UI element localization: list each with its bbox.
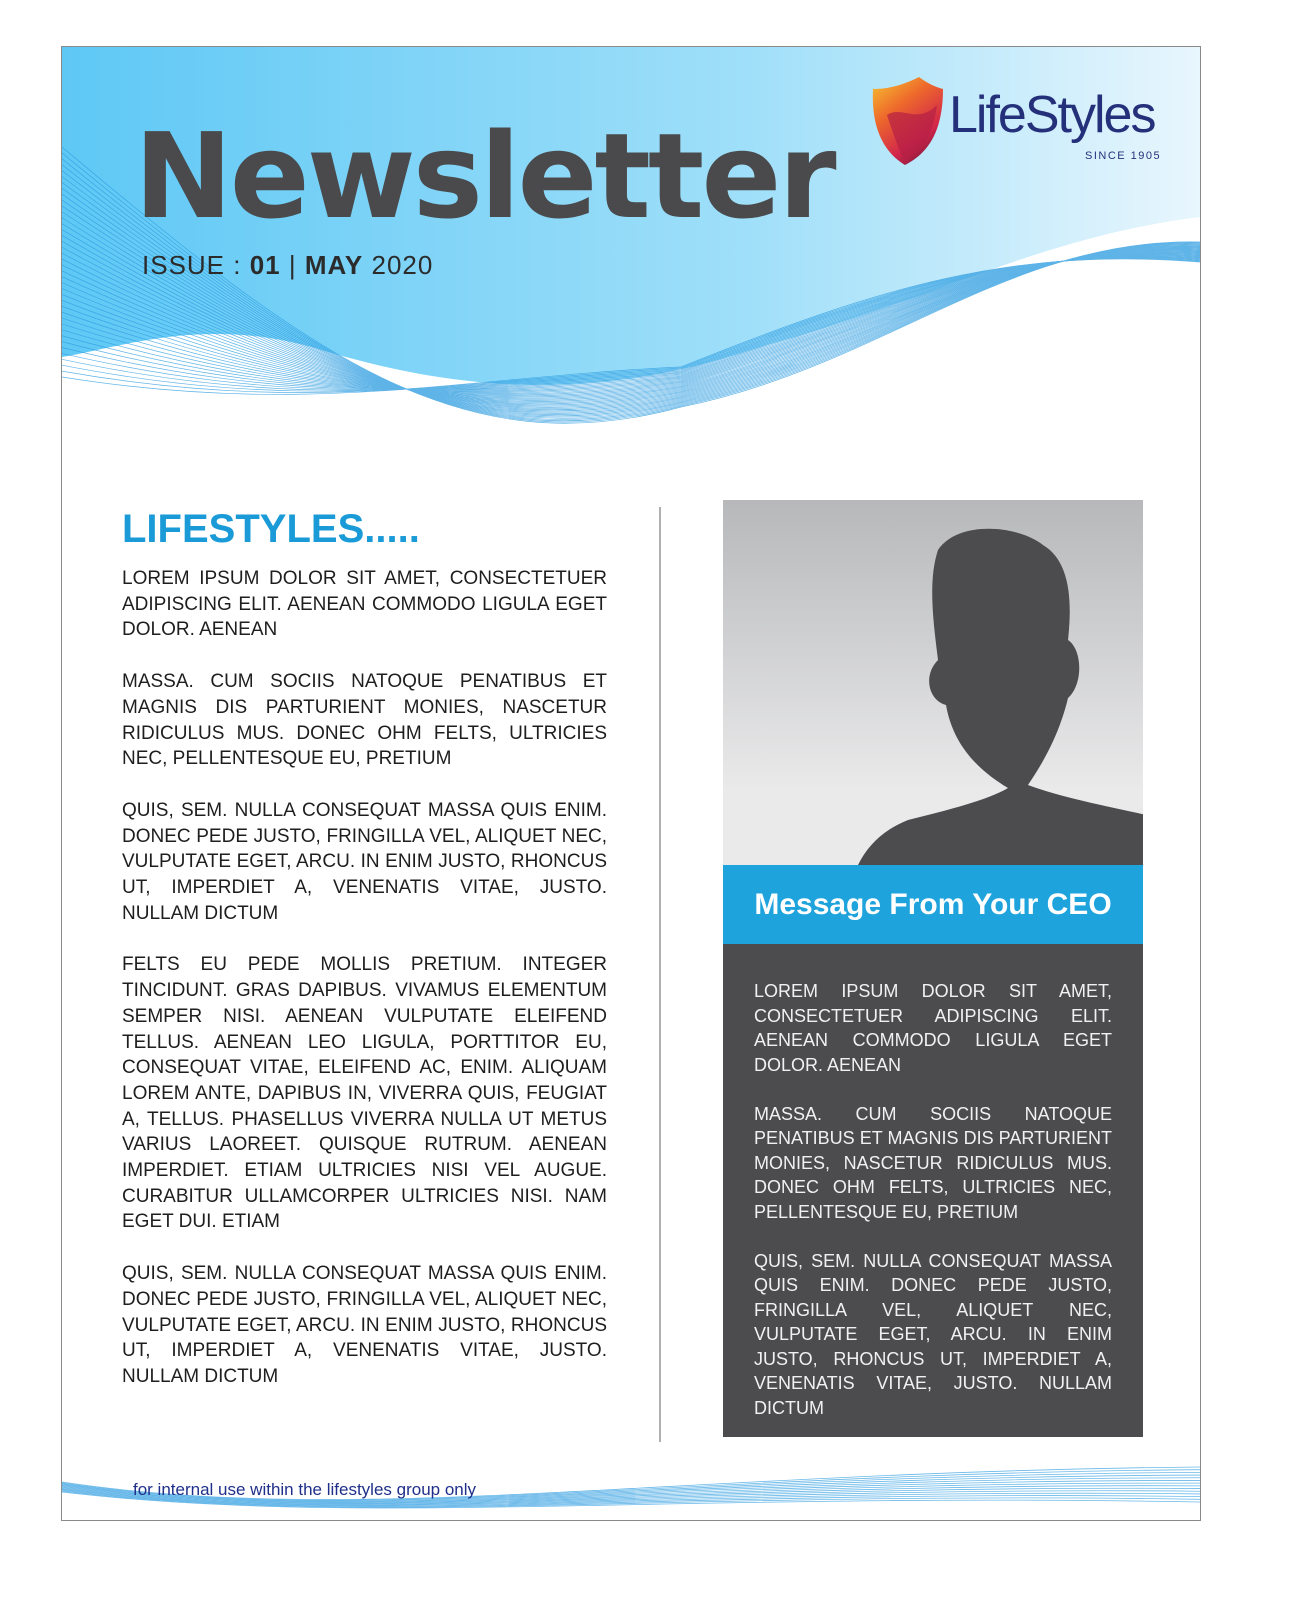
article-paragraph: MASSA. CUM SOCIIS NATOQUE PENATIBUS ET MAGNIS DIS PARTURIENT MONIES, NASCETUR RIDICULUS MUS. DONEC OHM FELTS, ULTRICIES NEC, PELLENTESQUE EU, PRETIUM: [122, 671, 607, 770]
issue-info: [142, 250, 433, 281]
ceo-message-body: [723, 944, 1143, 1437]
article-paragraph: FELTS EU PEDE MOLLIS PRETIUM. INTEGER TINCIDUNT. GRAS DAPIBUS. VIVAMUS ELEMENTUM SEMPER NISI. AENEAN VULPUTATE ELEIFEND TELLUS. AENEAN LEO LIGULA, PORTTITOR EU, CONSEQUAT VITAE, ELEIFEND AC, ENIM. ALIQUAM LOREM ANTE, DAPIBUS IN, VIVERRA QUIS, FEUGIAT A, TELLUS. PHASELLUS VIVERRA NULLA UT METUS VARIUS LAOREET. QUISQUE RUTRUM. AENEAN IMPERDIET. ETIAM ULTRICIES NISI VEL AUGUE. CURABITUR ULLAMCORPER ULTRICIES NISI. NAM EGET DUI. ETIAM: [122, 954, 607, 1233]
ceo-message-title: Message From Your CEO: [723, 865, 1143, 944]
article-paragraph: LOREM IPSUM DOLOR SIT AMET, CONSECTETUER ADIPISCING ELIT. AENEAN COMMODO LIGULA EGET DOLOR. AENEAN: [122, 568, 607, 641]
ceo-paragraph: MASSA. CUM SOCIIS NATOQUE PENATIBUS ET MAGNIS DIS PARTURIENT MONIES, NASCETUR RIDICULUS MUS. DONEC OHM FELTS, ULTRICIES NEC, PELLENTESQUE EU, PRETIUM: [754, 1103, 1112, 1222]
issue-year: 2020: [371, 250, 434, 280]
newsletter-page: [61, 46, 1201, 1521]
shield-logo-icon: [867, 75, 947, 167]
issue-month: MAY: [304, 250, 364, 280]
column-divider: [659, 507, 661, 1442]
issue-number: 01: [249, 250, 281, 280]
newsletter-title: Newsletter: [134, 107, 834, 245]
footer-note: for internal use within the lifestyles group only: [133, 1480, 477, 1499]
logo-wordmark: LifeStyles: [949, 86, 1155, 144]
lifestyles-logo: [867, 75, 1167, 170]
ceo-paragraph: LOREM IPSUM DOLOR SIT AMET, CONSECTETUER ADIPISCING ELIT. AENEAN COMMODO LIGULA EGET DOLOR. AENEAN: [754, 981, 1112, 1075]
person-silhouette-icon: [723, 500, 1143, 865]
main-article: [122, 507, 607, 1416]
ceo-paragraph: QUIS, SEM. NULLA CONSEQUAT MASSA QUIS ENIM. DONEC PEDE JUSTO, FRINGILLA VEL, ALIQUET NEC, VULPUTATE EGET, ARCU. IN ENIM JUSTO, RHONCUS UT, IMPERDIET A, VENENATIS VITAE, JUSTO. NULLAM DICTUM: [754, 1250, 1112, 1418]
issue-label: ISSUE :: [142, 250, 242, 280]
ceo-message-card: [723, 500, 1143, 1437]
article-heading: LIFESTYLES.....: [122, 507, 420, 551]
logo-tagline: SINCE 1905: [1085, 150, 1162, 162]
issue-separator: |: [288, 250, 297, 280]
article-paragraph: QUIS, SEM. NULLA CONSEQUAT MASSA QUIS ENIM. DONEC PEDE JUSTO, FRINGILLA VEL, ALIQUET NEC, VULPUTATE EGET, ARCU. IN ENIM JUSTO, RHONCUS UT, IMPERDIET A, VENENATIS VITAE, JUSTO. NULLAM DICTUM: [122, 1263, 607, 1387]
ceo-photo-placeholder: [723, 500, 1143, 865]
article-paragraph: QUIS, SEM. NULLA CONSEQUAT MASSA QUIS ENIM. DONEC PEDE JUSTO, FRINGILLA VEL, ALIQUET NEC, VULPUTATE EGET, ARCU. IN ENIM JUSTO, RHONCUS UT, IMPERDIET A, VENENATIS VITAE, JUSTO. NULLAM DICTUM: [122, 799, 607, 924]
